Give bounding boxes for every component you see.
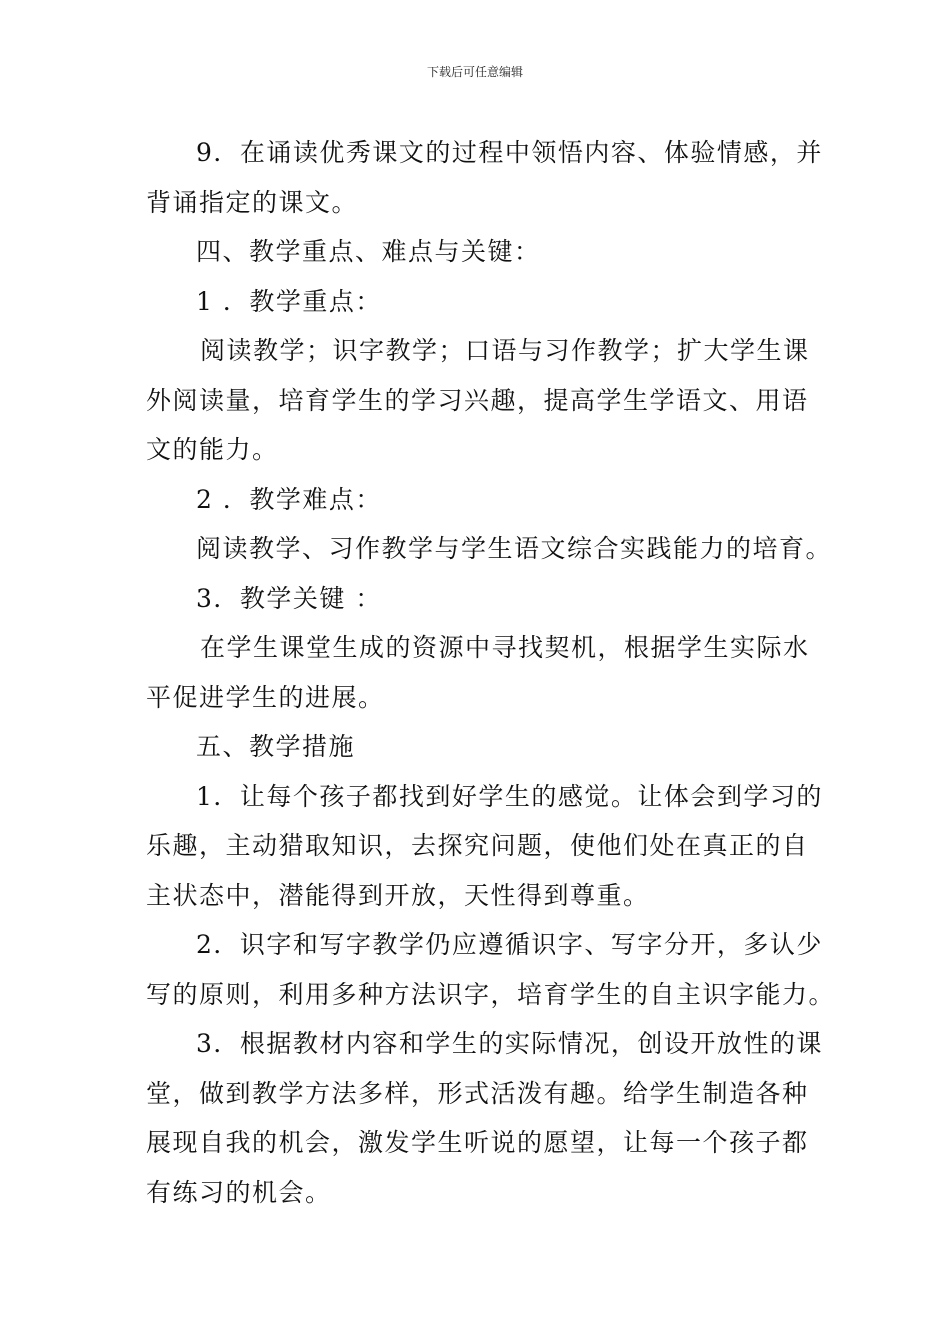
section-heading: 四、教学重点、难点与关键： — [196, 237, 541, 266]
paragraph-line: 背诵指定的课文。 — [146, 187, 359, 217]
paragraph-line: 主状态中，潜能得到开放，天性得到尊重。 — [146, 880, 650, 910]
paragraph-line: 3．根据教材内容和学生的实际情况，创设开放性的课 — [196, 1029, 823, 1058]
paragraph-line: 阅读教学、习作教学与学生语文综合实践能力的培育。 — [196, 534, 833, 563]
section-heading: 五、教学措施 — [196, 732, 356, 761]
document-body — [146, 128, 836, 1217]
paragraph-line: 2．识字和写字教学仍应遵循识字、写字分开，多认少 — [196, 930, 823, 959]
paragraph-line: 9．在诵读优秀课文的过程中领悟内容、体验情感，并 — [196, 138, 823, 167]
paragraph-line: 平促进学生的进展。 — [146, 682, 385, 712]
paragraph-line: 1．让每个孩子都找到好学生的感觉。让体会到学习的 — [196, 781, 823, 811]
paragraph-line: 在学生课堂生成的资源中寻找契机，根据学生实际水 — [200, 633, 810, 662]
paragraph-line: 有练习的机会。 — [146, 1177, 332, 1207]
paragraph-line: 写的原则，利用多种方法识字，培育学生的自主识字能力。 — [146, 979, 836, 1009]
paragraph-line: 乐趣，主动猎取知识，去探究问题，使他们处在真正的自 — [146, 831, 809, 860]
subsection-heading: 1 ．教学重点： — [196, 286, 382, 316]
paragraph-line: 展现自我的机会，激发学生听说的愿望，让每一个孩子都 — [146, 1128, 809, 1157]
paragraph-line: 外阅读量，培育学生的学习兴趣，提高学生学语文、用语 — [146, 385, 809, 415]
paragraph-line: 阅读教学；识字教学；口语与习作教学；扩大学生课 — [200, 336, 810, 365]
paragraph-line: 文的能力。 — [146, 435, 279, 464]
paragraph-line: 堂，做到教学方法多样，形式活泼有趣。给学生制造各种 — [146, 1078, 809, 1108]
page-header: 下载后可任意编辑 — [426, 65, 523, 79]
subsection-heading: 3．教学关键 ： — [196, 583, 382, 613]
subsection-heading: 2 ．教学难点： — [196, 484, 382, 514]
